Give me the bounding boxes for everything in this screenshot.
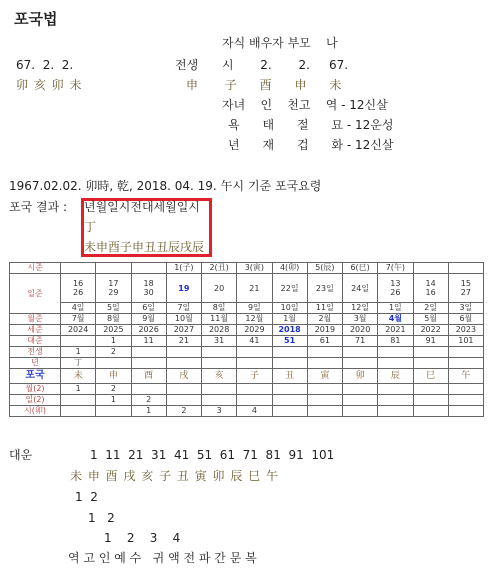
cell: 41 (237, 336, 272, 347)
cell: 3(寅) (237, 263, 272, 274)
cell: 卯 (343, 369, 378, 384)
cell: 4(卯) (272, 263, 307, 274)
result-line-2: 丁 (84, 220, 97, 234)
cell: 亥 (202, 369, 237, 384)
cell: 2023 (448, 325, 483, 336)
cell: 午 (448, 369, 483, 384)
cell: 23일 (307, 274, 342, 303)
cell (448, 263, 483, 274)
cell (343, 384, 378, 395)
cell (448, 395, 483, 406)
cell (272, 347, 307, 358)
cell (378, 347, 413, 358)
row-sejoon (10, 325, 484, 336)
cell (343, 358, 378, 369)
cell: 2027 (166, 325, 201, 336)
cell: 시준 (10, 263, 61, 274)
result-label: 포국 결과 : (9, 200, 71, 214)
cell: 4일 (61, 303, 96, 314)
cell: 2020 (343, 325, 378, 336)
cell: 1(子) (166, 263, 201, 274)
cell: 5일 (96, 303, 131, 314)
result-line-3: 未申酉子申丑丑辰戌辰 (84, 240, 205, 254)
cell: 1 (61, 384, 96, 395)
cell (61, 336, 96, 347)
cell (448, 384, 483, 395)
cell: 9일 (237, 303, 272, 314)
cell: 2024 (61, 325, 96, 336)
cell: 3일 (448, 303, 483, 314)
cell (413, 347, 448, 358)
cell: 71 (343, 336, 378, 347)
cell (166, 358, 201, 369)
cell (448, 406, 483, 417)
cell: 일준 (10, 274, 61, 314)
cell (378, 384, 413, 395)
cell: 5월 (413, 314, 448, 325)
info-line: 1967.02.02. 卯時, 乾, 2018. 04. 19. 午시 기준 포국요령 (9, 179, 322, 193)
cell: 6(巳) (343, 263, 378, 274)
cell: 6월 (448, 314, 483, 325)
cell (96, 406, 131, 417)
cell (307, 358, 342, 369)
cell: 1일 (378, 303, 413, 314)
cell (237, 395, 272, 406)
cell: 24일 (343, 274, 378, 303)
cell: 2 (96, 384, 131, 395)
cell: 13 26 (378, 274, 413, 303)
cell: 3월 (343, 314, 378, 325)
row-nyeon (10, 358, 484, 369)
cell: 4 (237, 406, 272, 417)
cell: 丑 (272, 369, 307, 384)
cell (166, 395, 201, 406)
cell: 20 (202, 274, 237, 303)
cell: 월준 (10, 314, 61, 325)
cell (307, 384, 342, 395)
cell: 2029 (237, 325, 272, 336)
row-iljoon-under (10, 303, 484, 314)
cell: 11월 (202, 314, 237, 325)
cell (61, 406, 96, 417)
row-wol (10, 384, 484, 395)
jeonsaeng-label: 전생 (175, 58, 199, 72)
line-12sinsal-1: 자녀 인 천고 역 - 12신살 (222, 98, 388, 112)
row-daejoon (10, 336, 484, 347)
cell (307, 406, 342, 417)
cell (413, 406, 448, 417)
cell: 7월 (61, 314, 96, 325)
header-row: 자식 배우자 부모 나 (222, 36, 338, 50)
cell (131, 263, 166, 274)
cell (378, 358, 413, 369)
cell: 未 (61, 369, 96, 384)
cell: 월(2) (10, 384, 61, 395)
cell (343, 406, 378, 417)
cell (272, 395, 307, 406)
result-line-1: 년월일시전대세월일시 (84, 200, 200, 214)
cell (202, 384, 237, 395)
row-sijoon (10, 263, 484, 274)
cell: 8월 (96, 314, 131, 325)
cell: 3 (202, 406, 237, 417)
cell: 2 (131, 395, 166, 406)
cell: 2022 (413, 325, 448, 336)
cell: 2021 (378, 325, 413, 336)
cell: 2026 (131, 325, 166, 336)
cell (237, 384, 272, 395)
cell (166, 347, 201, 358)
row-il (10, 395, 484, 406)
pogook-table (9, 262, 484, 417)
cell (131, 384, 166, 395)
daewoon-numbers: 1 11 21 31 41 51 61 71 81 91 101 (90, 448, 335, 462)
cell: 8일 (202, 303, 237, 314)
cell (202, 347, 237, 358)
daewoon-label: 대운 (9, 448, 33, 462)
cell: 2025 (96, 325, 131, 336)
cell: 辰 (378, 369, 413, 384)
cell: 7(午) (378, 263, 413, 274)
cell (237, 358, 272, 369)
cell: 2 (96, 347, 131, 358)
cell: 1월 (272, 314, 307, 325)
cell: 9월 (131, 314, 166, 325)
cell: 10일 (272, 303, 307, 314)
cell (131, 358, 166, 369)
cell (272, 406, 307, 417)
cell: 寅 (307, 369, 342, 384)
cell (343, 347, 378, 358)
cell: 12일 (343, 303, 378, 314)
row-si (10, 406, 484, 417)
cell: 대준 (10, 336, 61, 347)
cell: 년 (10, 358, 61, 369)
cell: 酉 (131, 369, 166, 384)
cell: 1 (61, 347, 96, 358)
cell: 2(丑) (202, 263, 237, 274)
cell: 10월 (166, 314, 201, 325)
cell: 51 (272, 336, 307, 347)
cell (202, 358, 237, 369)
cell (378, 395, 413, 406)
cell: 81 (378, 336, 413, 347)
cell (131, 347, 166, 358)
bottom-row-12b: 1 2 (88, 511, 115, 525)
bottom-ganji: 未 申 酉 戌 亥 子 丑 寅 卯 辰 巳 午 (70, 469, 279, 483)
cell: 6일 (131, 303, 166, 314)
row-iljoon (10, 274, 484, 303)
cell: 61 (307, 336, 342, 347)
cell (166, 384, 201, 395)
line-12sinsal-2: 년 재 겁 화 - 12신살 (228, 138, 394, 152)
row-jeonsaeng (10, 347, 484, 358)
cell: 2019 (307, 325, 342, 336)
cell: 포국 (10, 369, 61, 384)
cell: 5(辰) (307, 263, 342, 274)
cell: 11일 (307, 303, 342, 314)
cell: 21 (166, 336, 201, 347)
cell (413, 263, 448, 274)
bottom-row-1234: 1 2 3 4 (104, 531, 181, 545)
cell: 22일 (272, 274, 307, 303)
cell (237, 347, 272, 358)
cell: 2일 (413, 303, 448, 314)
cell (448, 358, 483, 369)
cell: 17 29 (96, 274, 131, 303)
cell: 1 (96, 395, 131, 406)
cell: 2 (166, 406, 201, 417)
cell (61, 263, 96, 274)
ganji-left: 卯 亥 卯 未 (16, 78, 83, 92)
cell: 시(卯) (10, 406, 61, 417)
cell: 7일 (166, 303, 201, 314)
cell (272, 384, 307, 395)
cell: 11 (131, 336, 166, 347)
row-pogook (10, 369, 484, 384)
birth-date: 67. 2. 2. (16, 58, 74, 72)
page-title: 포국법 (14, 10, 58, 28)
cell (448, 347, 483, 358)
cell: 전생 (10, 347, 61, 358)
cell (61, 395, 96, 406)
cell: 子 (237, 369, 272, 384)
cell: 101 (448, 336, 483, 347)
cell: 2018 (272, 325, 307, 336)
bottom-row-12a: 1 2 (75, 490, 98, 504)
cell (96, 263, 131, 274)
cell: 12월 (237, 314, 272, 325)
cell: 1 (96, 336, 131, 347)
cell: 91 (413, 336, 448, 347)
cell (413, 358, 448, 369)
cell (96, 358, 131, 369)
bottom-words: 역 고 인 예 수 귀 액 전 파 간 문 복 (68, 551, 257, 565)
cell (413, 384, 448, 395)
cell (343, 395, 378, 406)
cell: 2028 (202, 325, 237, 336)
cell: 15 27 (448, 274, 483, 303)
cell: 戌 (166, 369, 201, 384)
cell: 丁 (61, 358, 96, 369)
cell: 1 (131, 406, 166, 417)
cell (307, 347, 342, 358)
cell: 16 26 (61, 274, 96, 303)
ganji-right: 申 子 酉 申 未 (186, 78, 342, 92)
line-12unseong: 욕 태 절 묘 - 12운성 (228, 118, 394, 132)
cell: 세준 (10, 325, 61, 336)
cell: 申 (96, 369, 131, 384)
cell: 일(2) (10, 395, 61, 406)
cell (272, 358, 307, 369)
cell: 4월 (378, 314, 413, 325)
cell: 21 (237, 274, 272, 303)
cell: 14 16 (413, 274, 448, 303)
cell (202, 395, 237, 406)
cell: 19 (166, 274, 201, 303)
cell: 巳 (413, 369, 448, 384)
si-row: 시 2. 2. 67. (222, 58, 349, 72)
row-woljoon (10, 314, 484, 325)
cell (307, 395, 342, 406)
cell (378, 406, 413, 417)
cell: 31 (202, 336, 237, 347)
cell: 18 30 (131, 274, 166, 303)
cell (413, 395, 448, 406)
cell: 2월 (307, 314, 342, 325)
